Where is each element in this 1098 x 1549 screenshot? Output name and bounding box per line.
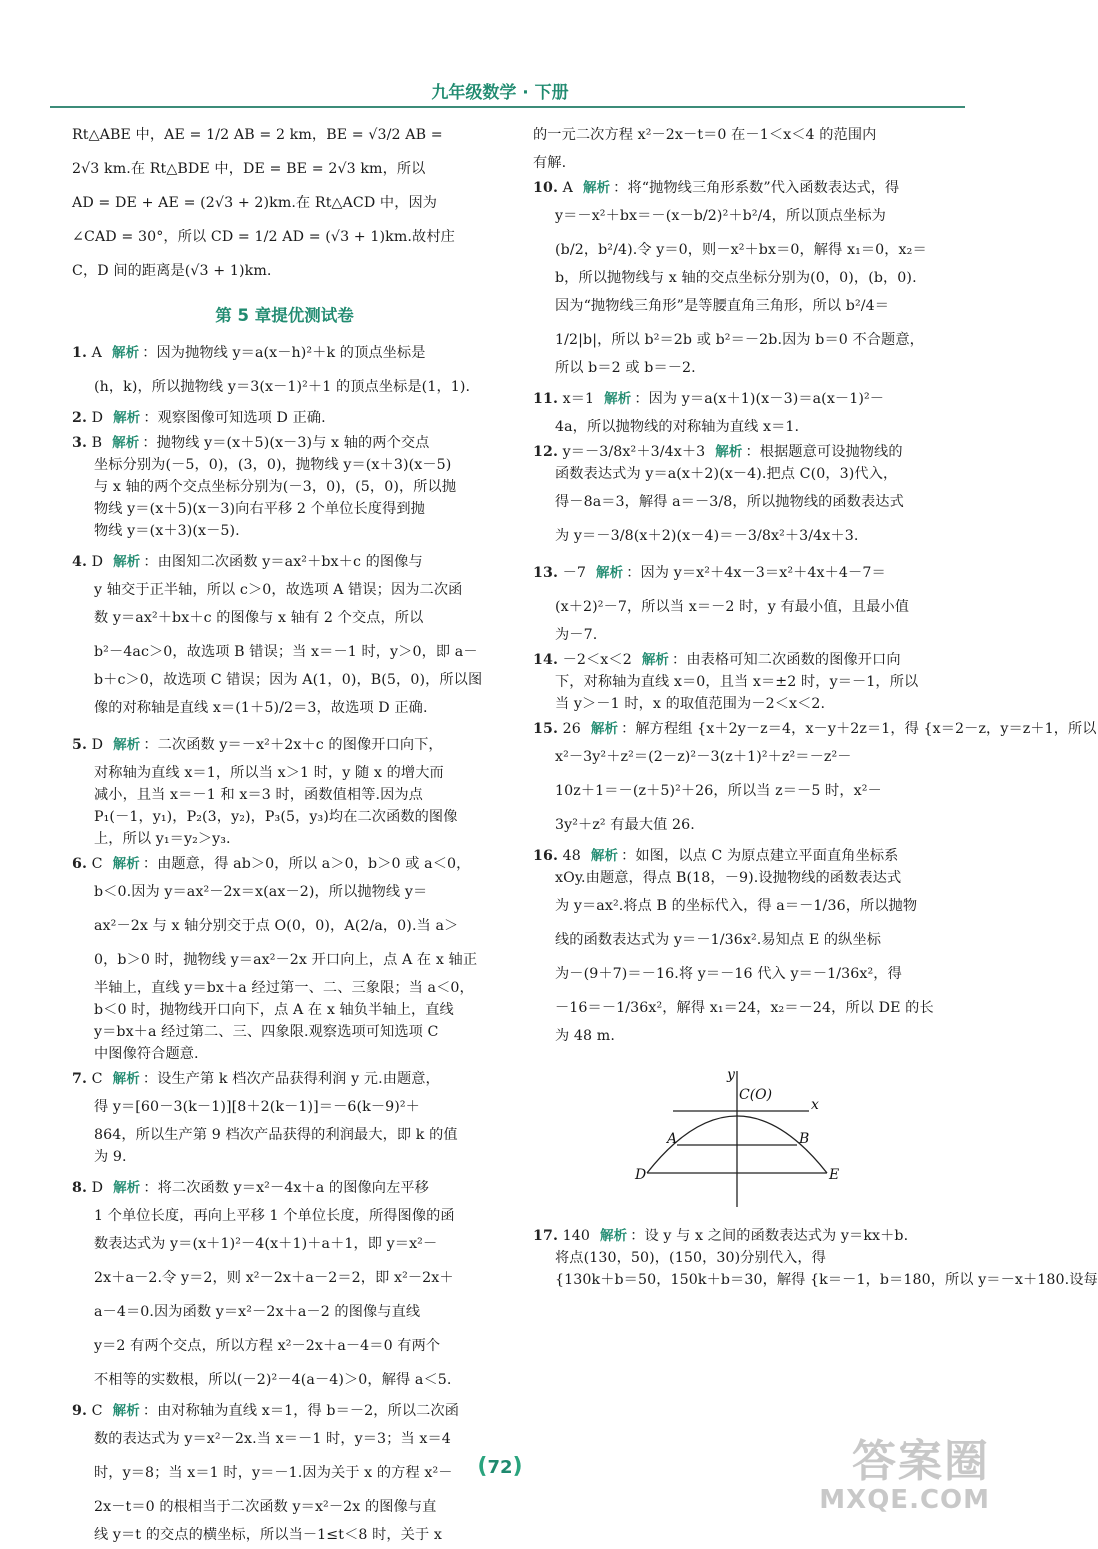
- line-text: ：因为 y＝x²＋4x－3＝x²＋4x＋4－7＝: [626, 565, 886, 581]
- text-line: [533, 416, 958, 438]
- item-number: 12.: [533, 444, 558, 460]
- text-line: [72, 601, 497, 635]
- line-text: ：由表格可知二次函数的图像开口向: [672, 652, 901, 668]
- item-answer: C: [91, 1071, 103, 1087]
- line-text: 3y²＋z² 有最大值 26.: [555, 817, 695, 833]
- text-line: [72, 220, 497, 254]
- line-text: 2x＋a－2.令 y＝2，则 x²－2x＋a－2＝2，即 x²－2x＋: [94, 1270, 454, 1286]
- text-line: [72, 579, 497, 601]
- label-b: B: [799, 1131, 810, 1147]
- line-text: 与 x 轴的两个交点坐标分别为(－3，0)，(5，0)，所以抛: [94, 479, 457, 495]
- line-text: y＝bx＋a 经过第二、三、四象限.观察选项可知选项 C: [94, 1024, 439, 1040]
- line-text: b＜0.因为 y＝ax²－2x＝x(ax－2)，所以抛物线 y＝: [94, 884, 428, 900]
- text-line: [533, 152, 958, 174]
- line-text: b＋c＞0，故选项 C 错误；因为 A(1，0)，B(5，0)，所以图: [94, 672, 483, 688]
- text-line: [72, 476, 497, 498]
- line-text: 坐标分别为(－5，0)，(3，0)，抛物线 y＝(x＋3)(x－5): [94, 457, 452, 473]
- page-header: 九年级数学 · 下册: [431, 83, 569, 103]
- line-text: 半轴上，直线 y＝bx＋a 经过第一、二、三象限；当 a＜0，: [94, 980, 474, 996]
- line-text: 0，b＞0 时，抛物线 y＝ax²－2x 开口向上，点 A 在 x 轴正: [94, 952, 478, 968]
- line-text: ：将二次函数 y＝x²－4x＋a 的图像向左平移: [143, 1180, 429, 1196]
- label-y: y: [727, 1067, 735, 1083]
- item-answer: y＝－3/8x²＋3/4x＋3: [562, 444, 706, 460]
- text-line: [533, 118, 958, 152]
- text-line: [533, 519, 958, 553]
- text-line: [72, 1146, 497, 1168]
- line-text: ：二次函数 y＝－x²＋2x＋c 的图像开口向下，: [143, 737, 443, 753]
- item-answer: B: [91, 435, 103, 451]
- line-text: ：因为抛物线 y＝a(x－h)²＋k 的顶点坐标是: [142, 345, 426, 361]
- item-number: 3.: [72, 435, 88, 451]
- text-line: [72, 853, 497, 875]
- text-line: [533, 693, 958, 715]
- answer-item: [533, 177, 958, 379]
- analysis-keyword: 解析: [113, 410, 141, 426]
- parabola-diagram: [633, 1061, 853, 1211]
- analysis-keyword: 解析: [590, 721, 619, 737]
- item-answer: D: [91, 554, 104, 570]
- text-line: [533, 774, 958, 808]
- analysis-keyword: 解析: [112, 345, 140, 361]
- text-line: [72, 520, 497, 542]
- line-text: (x＋2)²－7，所以当 x＝－2 时，y 有最小值，且最小值: [555, 599, 910, 615]
- text-line: [72, 454, 497, 476]
- line-text: 线 y＝t 的交点的横坐标，所以当－1≤t＜8 时，关于 x: [94, 1527, 442, 1543]
- section-title: 第 5 章提优测试卷: [215, 306, 354, 325]
- answer-item: [72, 1171, 497, 1397]
- line-text: {130k＋b＝50，150k＋b＝30，解得 {k＝－1，b＝180，所以 y＝－x＋180.设每: [555, 1272, 1098, 1288]
- line-text: ：如图，以点 C 为原点建立平面直角坐标系: [621, 848, 899, 864]
- label-c-origin: C(O): [739, 1087, 773, 1103]
- line-text: C，D 间的距离是(√3 + 1)km.: [72, 263, 272, 279]
- answer-item: [533, 649, 958, 715]
- item-answer: C: [91, 856, 103, 872]
- text-line: [533, 382, 958, 416]
- item-number: 7.: [72, 1071, 88, 1087]
- line-text: (h，k)，所以抛物线 y＝3(x－1)²＋1 的顶点坐标是(1，1).: [94, 379, 471, 395]
- text-line: [533, 867, 958, 889]
- answer-item: [533, 845, 958, 1047]
- item-number: 9.: [72, 1403, 88, 1419]
- item-answer: D: [91, 1180, 104, 1196]
- line-text: ：因为 y＝a(x＋1)(x－3)＝a(x－1)²－: [634, 391, 885, 407]
- text-line: [533, 718, 1097, 740]
- analysis-keyword: 解析: [113, 554, 141, 570]
- text-line: [533, 199, 958, 233]
- text-line: [72, 943, 497, 977]
- text-line: [72, 828, 497, 850]
- watermark-line1: 答案圈: [852, 1436, 990, 1487]
- text-line: [533, 624, 958, 646]
- line-text: b＜0 时，抛物线开口向下，点 A 在 x 轴负半轴上，直线: [94, 1002, 454, 1018]
- text-line: [72, 999, 497, 1021]
- text-line: [72, 1363, 497, 1397]
- item-answer: 48: [562, 848, 581, 864]
- item-answer: x＝1: [562, 391, 595, 407]
- line-text: (b/2，b²/4).令 y＝0，则－x²＋bx＝0，解得 x₁＝0，x₂＝: [555, 242, 927, 258]
- line-text: y 轴交于正半轴，所以 c＞0，故选项 A 错误；因为二次函: [94, 582, 463, 598]
- line-text: ：根据题意可设抛物线的: [745, 444, 903, 460]
- analysis-keyword: 解析: [715, 444, 743, 460]
- answer-item: [72, 728, 497, 850]
- text-line: [72, 498, 497, 520]
- analysis-keyword: 解析: [112, 1071, 140, 1087]
- text-line: [533, 1225, 958, 1247]
- item-number: 1.: [72, 345, 88, 361]
- text-line: [533, 808, 958, 842]
- text-line: [72, 977, 497, 999]
- text-line: [72, 432, 497, 454]
- line-text: 数 y＝ax²＋bx＋c 的图像与 x 轴有 2 个交点，所以: [94, 610, 424, 626]
- item-number: 6.: [72, 856, 88, 872]
- text-line: [72, 370, 497, 404]
- line-text: ：由对称轴为直线 x＝1，得 b＝－2，所以二次函: [142, 1403, 460, 1419]
- continuation-text: [72, 118, 497, 288]
- text-line: [72, 1068, 497, 1090]
- analysis-keyword: 解析: [112, 1403, 140, 1419]
- line-text: 时，y＝8；当 x＝1 时，y＝－1.因为关于 x 的方程 x²－: [94, 1465, 453, 1481]
- item-number: 15.: [533, 721, 558, 737]
- line-text: b，所以抛物线与 x 轴的交点坐标分别为(0，0)，(b，0).: [555, 270, 917, 286]
- text-line: [533, 357, 958, 379]
- line-text: 物线 y＝(x＋5)(x－3)向右平移 2 个单位长度得到抛: [94, 501, 425, 517]
- line-text: y＝2 有两个交点，所以方程 x²－2x＋a－4＝0 有两个: [94, 1338, 441, 1354]
- line-text: ：设生产第 k 档次产品获得利润 y 元.由题意，: [142, 1071, 440, 1087]
- line-text: 不相等的实数根，所以(－2)²－4(a－4)＞0，解得 a＜5.: [94, 1372, 452, 1388]
- line-text: 所以 b＝2 或 b＝－2.: [555, 360, 696, 376]
- item-number: 13.: [533, 565, 558, 581]
- text-line: [72, 186, 497, 220]
- text-line: [72, 1456, 497, 1490]
- watermark-logo: [819, 1438, 990, 1514]
- line-text: 对称轴为直线 x＝1，所以当 x＞1 时，y 随 x 的增大而: [94, 765, 444, 781]
- line-text: 的一元二次方程 x²－2x－t＝0 在－1＜x＜4 的范围内: [533, 127, 877, 143]
- left-column: [72, 118, 497, 1549]
- figure-container: [533, 1061, 958, 1211]
- text-line: [72, 728, 497, 762]
- text-line: [72, 1400, 497, 1422]
- answer-item: [533, 556, 958, 646]
- text-line: [72, 1021, 497, 1043]
- text-line: [72, 1171, 497, 1205]
- text-line: [533, 463, 958, 485]
- line-text: xOy.由题意，得点 B(18，－9).设抛物线的函数表达式: [555, 870, 902, 886]
- line-text: 2√3 km.在 Rt△BDE 中，DE = BE = 2√3 km，所以: [72, 161, 426, 177]
- watermark-line2: MXQE.COM: [819, 1485, 990, 1515]
- line-text: 线的函数表达式为 y＝－1/36x².易知点 E 的纵坐标: [555, 932, 882, 948]
- line-text: x²－3y²＋z²＝(2－z)²－3(z＋1)²＋z²＝－z²－: [555, 749, 852, 765]
- text-line: [72, 1422, 497, 1456]
- item-number: 4.: [72, 554, 88, 570]
- text-line: [72, 1205, 497, 1227]
- page-number: [450, 1454, 550, 1479]
- item-number: 10.: [533, 180, 558, 196]
- text-line: [533, 923, 958, 957]
- line-text: 减小，且当 x＝－1 和 x＝3 时，函数值相等.因为点: [94, 787, 423, 803]
- text-line: [72, 1043, 497, 1065]
- text-line: [72, 336, 497, 370]
- text-line: [533, 233, 958, 267]
- item-answer: －2＜x＜2: [562, 652, 632, 668]
- item-answer: 140: [562, 1228, 590, 1244]
- text-line: [72, 1090, 497, 1124]
- text-line: [72, 1295, 497, 1329]
- header-divider: [50, 106, 965, 108]
- line-text: 为 y＝－3/8(x＋2)(x－4)＝－3/8x²＋3/4x＋3.: [555, 528, 859, 544]
- text-line: [533, 889, 958, 923]
- line-text: 1/2|b|，所以 b²＝2b 或 b²＝－2b.因为 b＝0 不合题意，: [555, 332, 924, 348]
- right-column: [533, 118, 1098, 1294]
- item-number: 17.: [533, 1228, 558, 1244]
- text-line: [72, 545, 497, 579]
- text-line: [72, 1124, 497, 1146]
- label-e: E: [829, 1167, 840, 1183]
- answer-item: [72, 853, 497, 1065]
- line-text: 数表达式为 y＝(x＋1)²－4(x＋1)＋a＋1，即 y＝x²－: [94, 1236, 438, 1252]
- answer-item: [533, 382, 958, 438]
- line-text: 1 个单位长度，再向上平移 1 个单位长度，所得图像的函: [94, 1208, 455, 1224]
- line-text: ：由图知二次函数 y＝ax²＋bx＋c 的图像与: [143, 554, 423, 570]
- analysis-keyword: 解析: [582, 180, 611, 196]
- text-line: [533, 1247, 958, 1269]
- line-text: 因为“抛物线三角形”是等腰直角三角形，所以 b²/4＝: [555, 298, 890, 314]
- line-text: a－4＝0.因为函数 y＝x²－2x＋a－2 的图像与直线: [94, 1304, 421, 1320]
- item-number: 8.: [72, 1180, 88, 1196]
- analysis-keyword: 解析: [590, 848, 619, 864]
- line-text: ：抛物线 y＝(x＋5)(x－3)与 x 轴的两个交点: [142, 435, 430, 451]
- text-line: [72, 152, 497, 186]
- line-text: 当 y＞－1 时，x 的取值范围为－2＜x＜2.: [555, 696, 826, 712]
- label-a: A: [667, 1131, 678, 1147]
- item-answer: 26: [562, 721, 581, 737]
- page-number-bracket-left: (: [477, 1454, 488, 1479]
- line-text: b²－4ac＞0，故选项 B 错误；当 x＝－1 时，y＞0，即 a－: [94, 644, 478, 660]
- page-number-value: 72: [487, 1457, 513, 1478]
- label-d: D: [635, 1167, 647, 1183]
- line-text: 数的表达式为 y＝x²－2x.当 x＝－1 时，y＝3；当 x＝4: [94, 1431, 451, 1447]
- text-line: [533, 649, 958, 671]
- answer-item: [533, 441, 958, 553]
- analysis-keyword: 解析: [112, 856, 140, 872]
- analysis-keyword: 解析: [641, 652, 670, 668]
- line-text: 为 y＝ax².将点 B 的坐标代入，得 a＝－1/36，所以抛物: [555, 898, 918, 914]
- item-number: 5.: [72, 737, 88, 753]
- analysis-keyword: 解析: [596, 565, 624, 581]
- answer-item: [72, 545, 497, 725]
- page-number-bracket-right: ): [512, 1454, 523, 1479]
- text-line: [72, 691, 497, 725]
- line-text: 为－7.: [555, 627, 598, 643]
- text-line: [533, 1025, 958, 1047]
- analysis-keyword: 解析: [604, 391, 632, 407]
- text-line: [533, 177, 958, 199]
- text-line: [72, 1329, 497, 1363]
- text-line: [533, 671, 958, 693]
- text-line: [533, 267, 958, 289]
- answer-item: [533, 718, 1097, 842]
- line-text: －16＝－1/36x²，解得 x₁＝24，x₂＝－24，所以 DE 的长: [555, 1000, 934, 1016]
- line-text: 像的对称轴是直线 x＝(1＋5)/2＝3，故选项 D 正确.: [94, 700, 428, 716]
- text-line: [72, 635, 497, 669]
- line-text: 上，所以 y₁＝y₂＞y₃.: [94, 831, 231, 847]
- line-text: 10z＋1＝－(z＋5)²＋26，所以当 z＝－5 时，x²－: [555, 783, 882, 799]
- line-text: 有解.: [533, 155, 567, 171]
- line-text: ：由题意，得 ab＞0，所以 a＞0，b＞0 或 a＜0，: [142, 856, 471, 872]
- line-text: 为 9.: [94, 1149, 127, 1165]
- answer-item: [533, 1225, 1098, 1291]
- analysis-keyword: 解析: [113, 737, 141, 753]
- item-answer: －7: [562, 565, 587, 581]
- line-text: 得－8a＝3，解得 a＝－3/8，所以抛物线的函数表达式: [555, 494, 904, 510]
- item-answer: D: [91, 737, 104, 753]
- line-text: 函数表达式为 y＝a(x＋2)(x－4).把点 C(0，3)代入，: [555, 466, 898, 482]
- line-text: 为 48 m.: [555, 1028, 615, 1044]
- text-line: [533, 1269, 1098, 1291]
- text-line: [72, 1261, 497, 1295]
- text-line: [72, 407, 497, 429]
- line-text: 2x－t＝0 的根相当于二次函数 y＝x²－2x 的图像与直: [94, 1499, 437, 1515]
- line-text: 下，对称轴为直线 x＝0，且当 x＝±2 时，y＝－1，所以: [555, 674, 919, 690]
- line-text: 将点(130，50)，(150，30)分别代入，得: [555, 1250, 826, 1266]
- line-text: ：设 y 与 x 之间的函数表达式为 y＝kx＋b.: [630, 1228, 909, 1244]
- line-text: ：解方程组 {x＋2y－z＝4，x－y＋2z＝1，得 {x＝2－z，y＝z＋1，所以: [621, 721, 1097, 737]
- answer-item: [72, 1068, 497, 1168]
- line-text: 4a，所以抛物线的对称轴为直线 x＝1.: [555, 419, 800, 435]
- answer-item: [72, 1400, 497, 1546]
- answer-item: [72, 336, 497, 404]
- analysis-keyword: 解析: [600, 1228, 628, 1244]
- line-text: P₁(－1，y₁)，P₂(3，y₂)，P₃(5，y₃)均在二次函数的图像: [94, 809, 458, 825]
- text-line: [72, 254, 497, 288]
- text-line: [72, 909, 497, 943]
- text-line: [533, 289, 958, 323]
- analysis-keyword: 解析: [113, 1180, 141, 1196]
- text-line: [72, 118, 497, 152]
- text-line: [72, 784, 497, 806]
- item-number: 16.: [533, 848, 558, 864]
- text-line: [533, 991, 958, 1025]
- line-text: y＝－x²＋bx＝－(x－b/2)²＋b²/4，所以顶点坐标为: [555, 208, 886, 224]
- item-answer: C: [91, 1403, 103, 1419]
- line-text: 864，所以生产第 9 档次产品获得的利润最大，即 k 的值: [94, 1127, 458, 1143]
- line-text: 得 y＝[60－3(k－1)][8＋2(k－1)]＝－6(k－9)²＋: [94, 1099, 420, 1115]
- continuation-text: [533, 118, 958, 174]
- item-number: 11.: [533, 391, 558, 407]
- text-line: [72, 875, 497, 909]
- line-text: ：将“抛物线三角形系数”代入函数表达式，得: [613, 180, 900, 196]
- text-line: [72, 1227, 497, 1261]
- text-line: [533, 590, 958, 624]
- text-line: [533, 485, 958, 519]
- line-text: 物线 y＝(x＋3)(x－5).: [94, 523, 240, 539]
- line-text: 中图像符合题意.: [94, 1046, 199, 1062]
- line-text: AD = DE + AE = (2√3 + 2)km.在 Rt△ACD 中，因为: [72, 195, 438, 211]
- text-line: [72, 806, 497, 828]
- text-line: [72, 1524, 497, 1546]
- item-answer: D: [91, 410, 104, 426]
- item-number: 14.: [533, 652, 558, 668]
- item-answer: A: [562, 180, 573, 196]
- text-line: [533, 556, 958, 590]
- text-line: [533, 740, 958, 774]
- text-line: [533, 957, 958, 991]
- answer-item: [72, 432, 497, 542]
- line-text: ax²－2x 与 x 轴分别交于点 O(0，0)，A(2/a，0).当 a＞: [94, 918, 459, 934]
- line-text: ：观察图像可知选项 D 正确.: [143, 410, 326, 426]
- text-line: [533, 845, 958, 867]
- answer-item: [72, 407, 497, 429]
- item-answer: A: [91, 345, 102, 361]
- text-line: [72, 762, 497, 784]
- text-line: [72, 669, 497, 691]
- label-x: x: [811, 1097, 819, 1113]
- line-text: 为－(9＋7)＝－16.将 y＝－16 代入 y＝－1/36x²，得: [555, 966, 902, 982]
- analysis-keyword: 解析: [112, 435, 140, 451]
- text-line: [72, 1490, 497, 1524]
- text-line: [533, 323, 958, 357]
- item-number: 2.: [72, 410, 88, 426]
- line-text: Rt△ABE 中，AE = 1/2 AB = 2 km，BE = √3/2 AB =: [72, 127, 443, 143]
- line-text: ∠CAD = 30°，所以 CD = 1/2 AD = (√3 + 1)km.故村庄: [72, 229, 455, 245]
- text-line: [533, 441, 958, 463]
